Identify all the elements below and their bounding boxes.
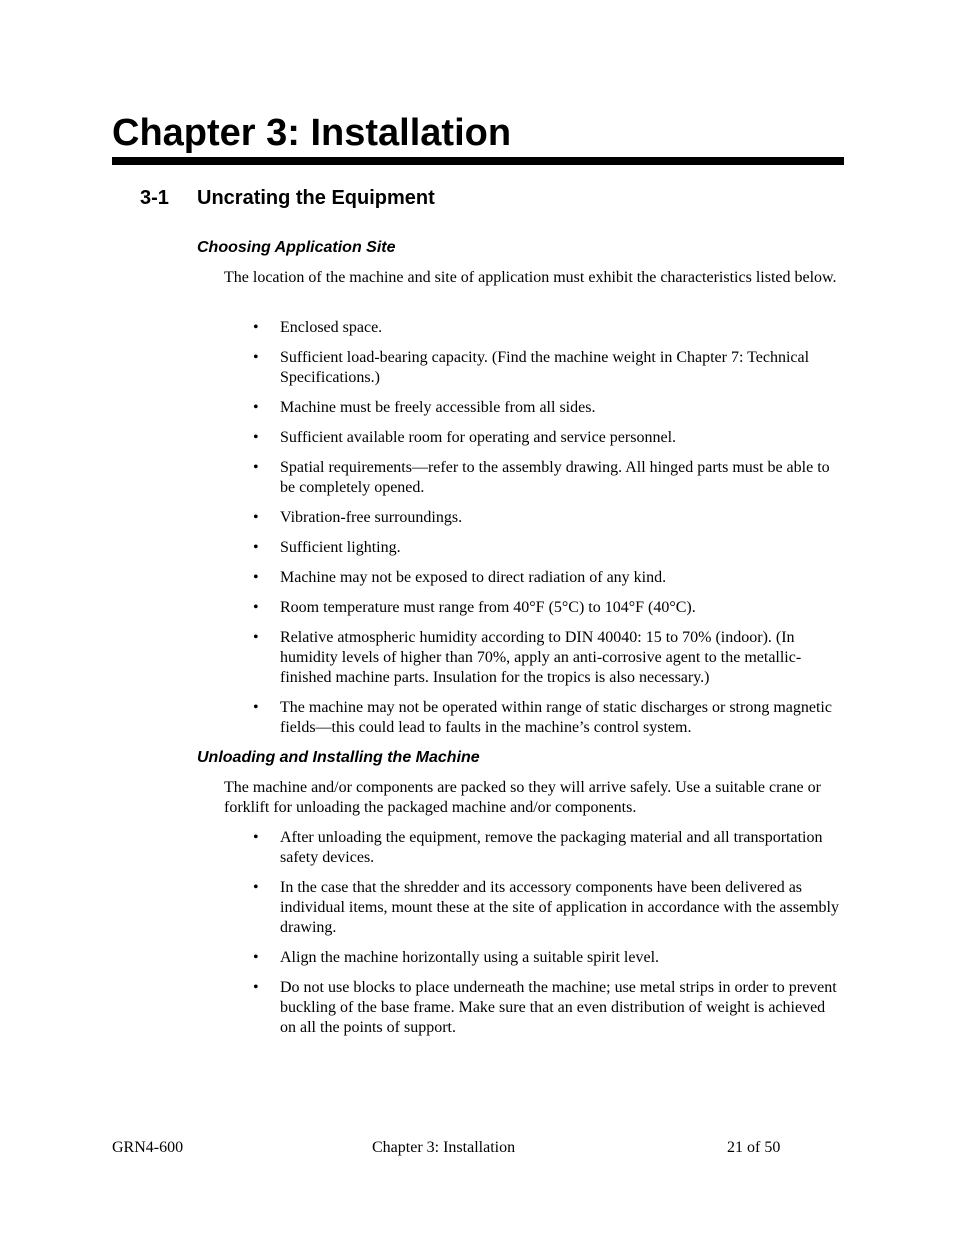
bullet-icon: • (253, 349, 259, 366)
list-item-text: In the case that the shredder and its accessory components have been delivered as individual items, mount these at the site of application in accordance with the assembly drawing. (280, 879, 839, 936)
list-item (253, 598, 844, 618)
list-item-text: Align the machine horizontally using a suitable spirit level. (280, 949, 660, 966)
bullet-icon: • (253, 829, 259, 846)
list-item (253, 978, 844, 1038)
site-intro-paragraph: The location of the machine and site of application must exhibit the characteristics listed below. (224, 269, 837, 286)
bullet-icon: • (253, 699, 259, 716)
footer-chapter: Chapter 3: Installation (372, 1139, 516, 1156)
list-item (253, 948, 844, 968)
unloading-intro-paragraph: The machine and/or components are packed so they will arrive safely. Use a suitable crane or forklift for unloading the packaged machine and/or components. (224, 779, 821, 816)
list-item-text: The machine may not be operated within range of static discharges or strong magnetic fields—this could lead to faults in the machine’s control system. (280, 699, 832, 736)
bullet-icon: • (253, 399, 259, 416)
footer-model: GRN4-600 (112, 1139, 184, 1156)
chapter-title-rule (112, 157, 844, 165)
bullet-icon: • (253, 949, 259, 966)
bullet-icon: • (253, 879, 259, 896)
list-item-text: Machine may not be exposed to direct radiation of any kind. (280, 569, 667, 586)
list-item-text: Vibration-free surroundings. (280, 509, 463, 526)
site-requirements-list (253, 318, 844, 748)
list-item (253, 318, 844, 338)
list-item-text: Machine must be freely accessible from all sides. (280, 399, 596, 416)
list-item (253, 538, 844, 558)
list-item (253, 428, 844, 448)
bullet-icon: • (253, 319, 259, 336)
list-item (253, 458, 844, 498)
subheading-choosing-site: Choosing Application Site (197, 239, 396, 256)
bullet-icon: • (253, 569, 259, 586)
bullet-icon: • (253, 429, 259, 446)
list-item-text: Do not use blocks to place underneath the machine; use metal strips in order to prevent buckling of the base frame. Make sure that an even distribution of weight is achieved on all the points of support. (280, 979, 837, 1036)
list-item-text: Sufficient lighting. (280, 539, 401, 556)
list-item (253, 628, 844, 688)
list-item (253, 878, 844, 938)
bullet-icon: • (253, 979, 259, 996)
list-item-text: Room temperature must range from 40°F (5°C) to 104°F (40°C). (280, 599, 696, 616)
unloading-steps-list (253, 828, 844, 1048)
list-item (253, 698, 844, 738)
list-item-text: Sufficient load-bearing capacity. (Find the machine weight in Chapter 7: Technical Specifications.) (280, 349, 810, 386)
subheading-unloading: Unloading and Installing the Machine (197, 749, 480, 766)
list-item-text: Relative atmospheric humidity according to DIN 40040: 15 to 70% (indoor). (In humidity levels of higher than 70%, apply an anti-corrosive agent to the metallic-finished machine parts. Insulation for the tropics is also necessary.) (280, 629, 802, 686)
list-item (253, 508, 844, 528)
footer-page-number: 21 of 50 (727, 1139, 781, 1156)
chapter-title: Chapter 3: Installation (112, 112, 512, 154)
list-item (253, 398, 844, 418)
list-item-text: Sufficient available room for operating and service personnel. (280, 429, 677, 446)
list-item-text: After unloading the equipment, remove the packaging material and all transportation safety devices. (280, 829, 823, 866)
section-heading (140, 184, 435, 212)
list-item (253, 568, 844, 588)
list-item (253, 828, 844, 868)
list-item (253, 348, 844, 388)
list-item-text: Spatial requirements—refer to the assembly drawing. All hinged parts must be able to be completely opened. (280, 459, 830, 496)
bullet-icon: • (253, 509, 259, 526)
bullet-icon: • (253, 459, 259, 476)
section-title: Uncrating the Equipment (197, 187, 435, 209)
bullet-icon: • (253, 539, 259, 556)
list-item-text: Enclosed space. (280, 319, 383, 336)
bullet-icon: • (253, 629, 259, 646)
section-number: 3-1 (140, 187, 169, 209)
bullet-icon: • (253, 599, 259, 616)
